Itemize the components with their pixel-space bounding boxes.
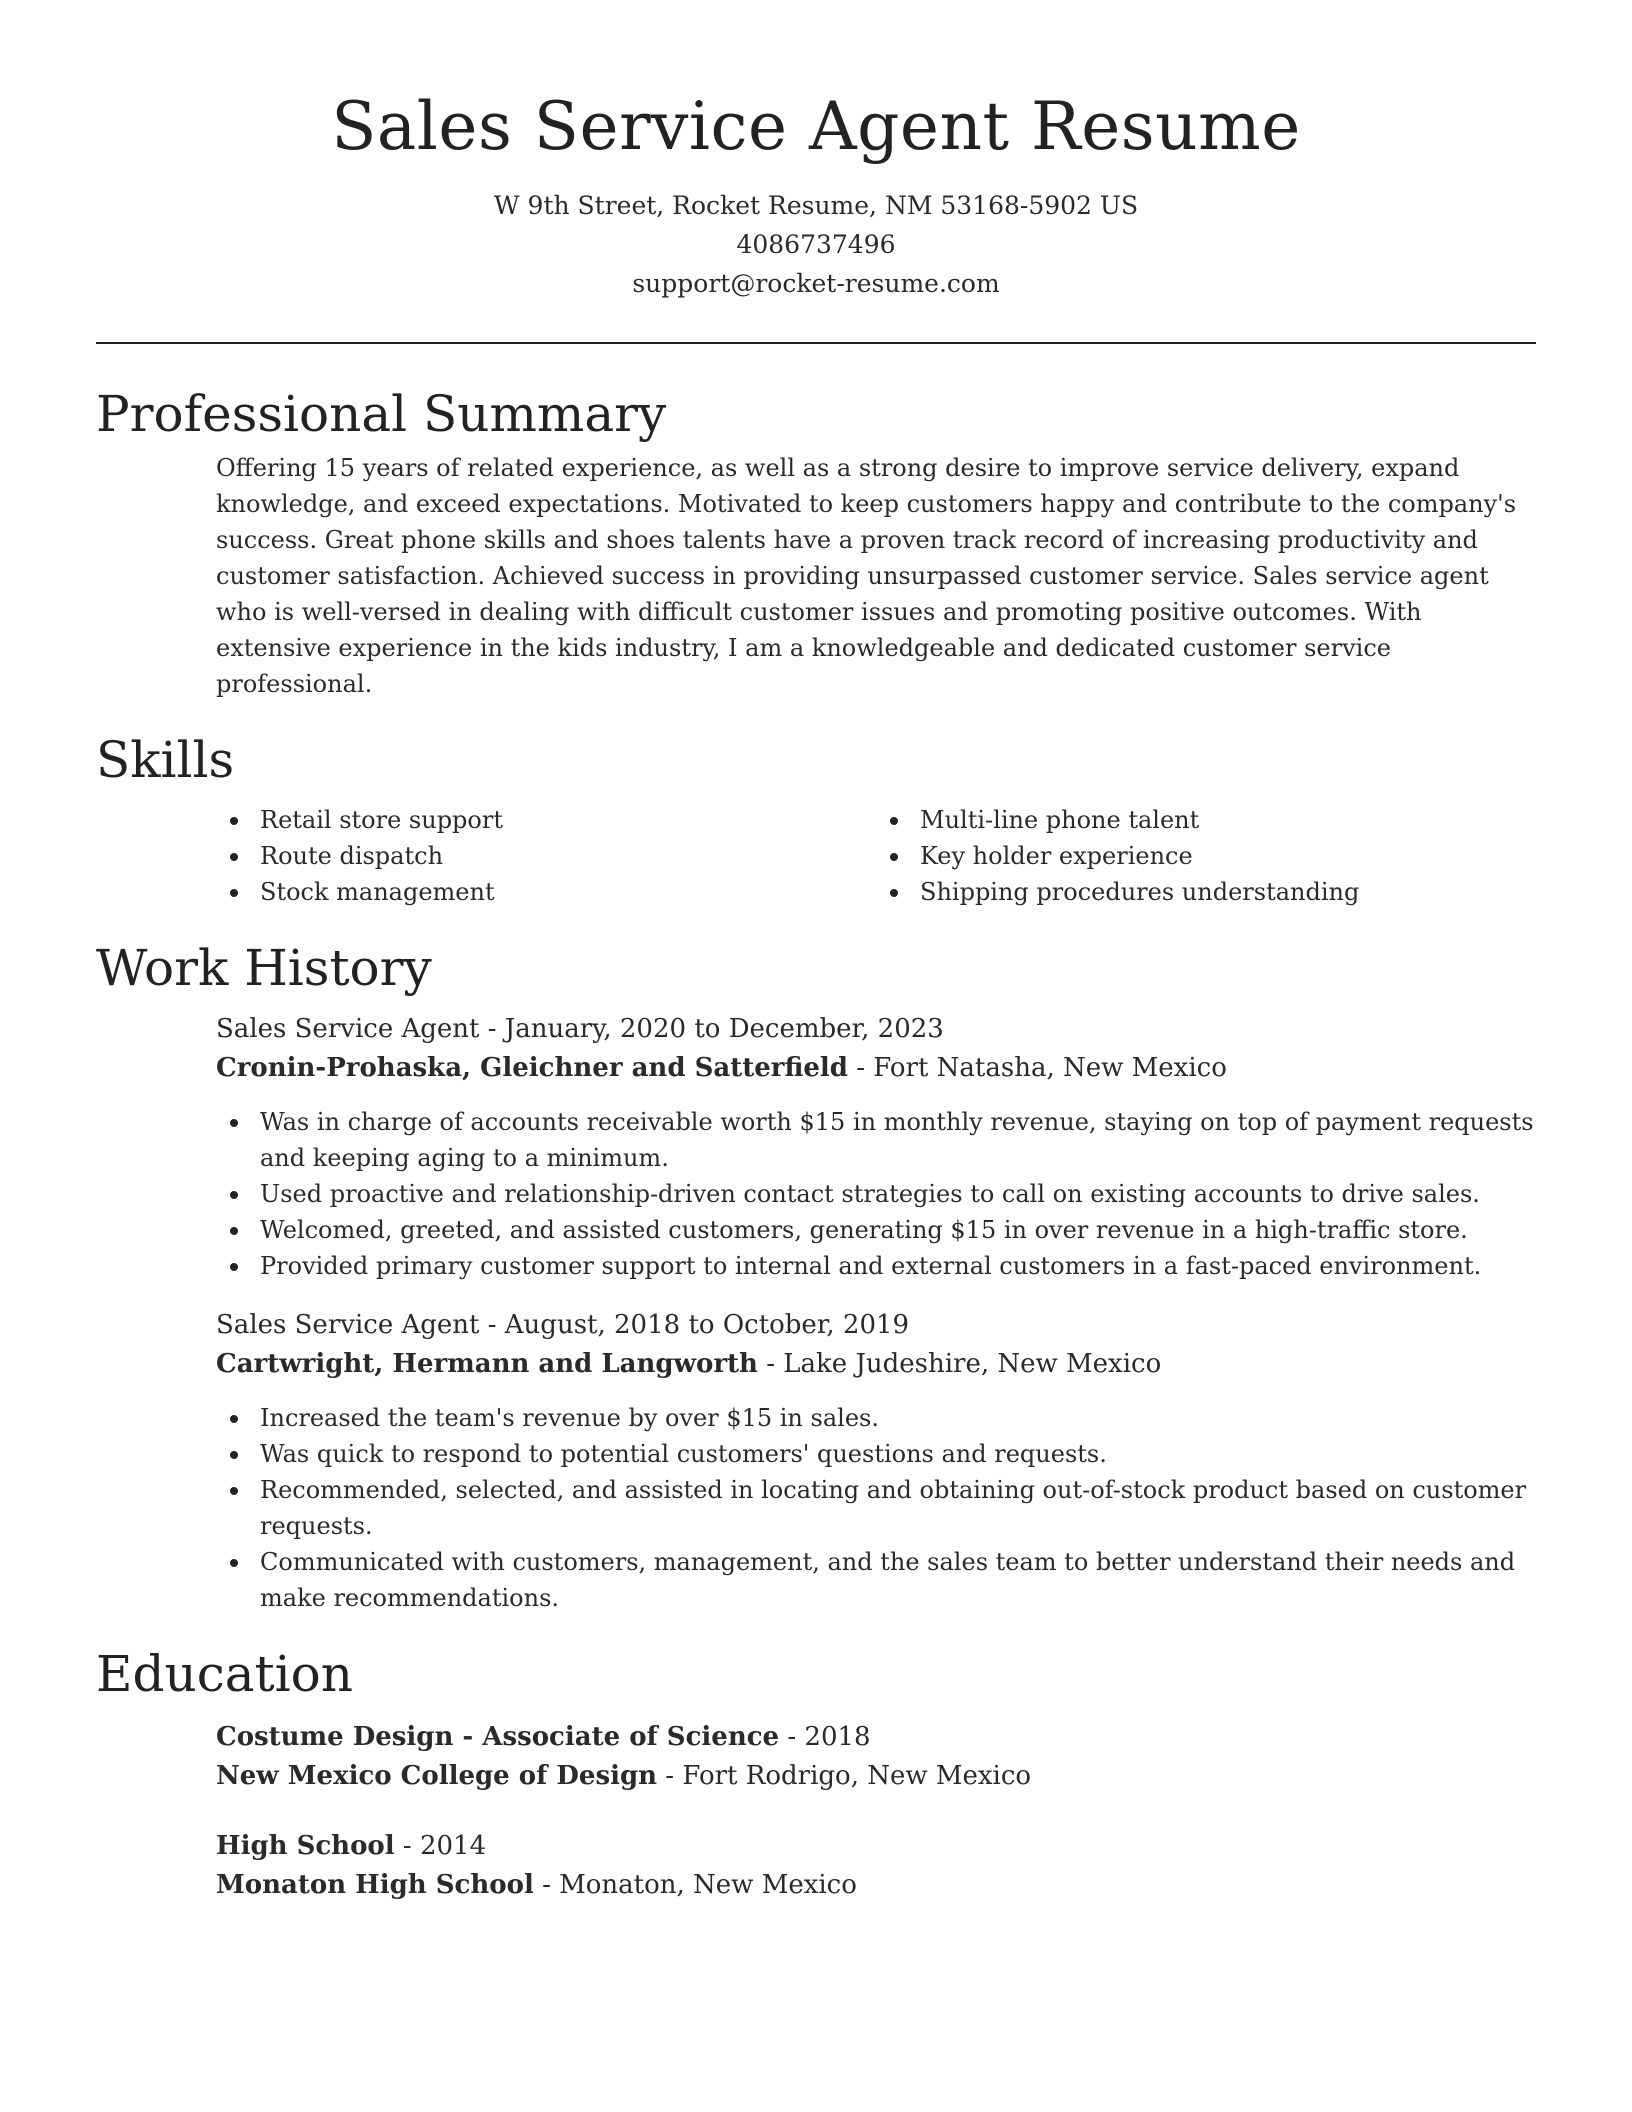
- contact-email: support@rocket-resume.com: [632, 269, 1000, 298]
- job-title-line: [216, 1010, 1536, 1049]
- skills-column-left: [216, 802, 876, 910]
- job-dates: - January, 2020 to December, 2023: [479, 1014, 944, 1044]
- job-duty: Used proactive and relationship-driven contact strategies to call on existing accounts to drive sales.: [260, 1176, 1536, 1212]
- job-duty: Increased the team's revenue by over $15 in sales.: [260, 1400, 1536, 1436]
- job-duty: Recommended, selected, and assisted in locating and obtaining out-of-stock product based on customer requests.: [260, 1472, 1536, 1544]
- job-company-line: [216, 1049, 1536, 1088]
- education-degree-line: [216, 1827, 1536, 1866]
- education-location: - Fort Rodrigo, New Mexico: [657, 1761, 1032, 1791]
- contact-phone: 4086737496: [736, 230, 896, 259]
- job-title-line: [216, 1306, 1536, 1345]
- job-duties-list: [216, 1400, 1536, 1616]
- job-duty: Was quick to respond to potential customers' questions and requests.: [260, 1436, 1536, 1472]
- education-degree: High School: [216, 1831, 395, 1861]
- job-entry: [216, 1306, 1536, 1616]
- education-school-line: [216, 1866, 1536, 1905]
- resume-content: [96, 378, 1536, 1936]
- job-duty: Was in charge of accounts receivable worth $15 in monthly revenue, staying on top of payment requests and keeping aging to a minimum.: [260, 1104, 1536, 1176]
- education-section: [216, 1718, 1536, 1905]
- education-year: - 2018: [779, 1722, 871, 1752]
- skill-item: Key holder experience: [920, 838, 1536, 874]
- resume-title: Sales Service Agent Resume: [331, 88, 1301, 165]
- work-history-section: [216, 1010, 1536, 1616]
- job-title: Sales Service Agent: [216, 1310, 480, 1340]
- education-school: New Mexico College of Design: [216, 1761, 658, 1791]
- skill-item: Route dispatch: [260, 838, 876, 874]
- education-heading: Education: [96, 1645, 353, 1703]
- job-location: - Lake Judeshire, New Mexico: [757, 1349, 1162, 1379]
- job-title: Sales Service Agent: [216, 1014, 480, 1044]
- job-entry: [216, 1010, 1536, 1284]
- education-degree-line: [216, 1718, 1536, 1757]
- skills-column-right: [876, 802, 1536, 910]
- summary-text: Offering 15 years of related experience, as well as a strong desire to improve service delivery, expand knowledge, and exceed expectations. Motivated to keep customers happy and contribute to the company's success. Great phone skills and shoes talents have a proven track record of increasing productivity and customer satisfaction. Achieved success in providing unsurpassed customer service. Sales service agent who is well-versed in dealing with difficult customer issues and promoting positive outcomes. With extensive experience in the kids industry, I am a knowledgeable and dedicated customer service professional.: [216, 454, 1517, 698]
- job-company: Cartwright, Hermann and Langworth: [216, 1349, 758, 1379]
- education-degree: Costume Design - Associate of Science: [216, 1722, 780, 1752]
- contact-address: W 9th Street, Rocket Resume, NM 53168-5902 US: [493, 191, 1139, 220]
- skill-item: Shipping procedures understanding: [920, 874, 1536, 910]
- job-company: Cronin-Prohaska, Gleichner and Satterfield: [216, 1053, 848, 1083]
- skills-section: [216, 802, 1536, 910]
- work-history-heading: Work History: [96, 939, 432, 997]
- job-duties-list: [216, 1104, 1536, 1284]
- job-duty: Welcomed, greeted, and assisted customers, generating $15 in over revenue in a high-traffic store.: [260, 1212, 1536, 1248]
- skills-heading: Skills: [96, 731, 235, 789]
- job-company-line: [216, 1345, 1536, 1384]
- summary-heading: Professional Summary: [96, 385, 667, 443]
- education-entry: [216, 1718, 1536, 1796]
- education-school: Monaton High School: [216, 1870, 534, 1900]
- education-entry: [216, 1827, 1536, 1905]
- skill-item: Multi-line phone talent: [920, 802, 1536, 838]
- education-school-line: [216, 1757, 1536, 1796]
- summary-section: [216, 450, 1536, 702]
- job-duty: Provided primary customer support to internal and external customers in a fast-paced environment.: [260, 1248, 1536, 1284]
- job-location: - Fort Natasha, New Mexico: [847, 1053, 1227, 1083]
- education-year: - 2014: [394, 1831, 487, 1861]
- resume-header: [96, 82, 1536, 303]
- education-location: - Monaton, New Mexico: [533, 1870, 857, 1900]
- skill-item: Stock management: [260, 874, 876, 910]
- skill-item: Retail store support: [260, 802, 876, 838]
- job-dates: - August, 2018 to October, 2019: [479, 1310, 910, 1340]
- skills-grid: [216, 802, 1536, 910]
- job-duty: Communicated with customers, management, and the sales team to better understand their needs and make recommendations.: [260, 1544, 1536, 1616]
- header-divider: [96, 342, 1536, 344]
